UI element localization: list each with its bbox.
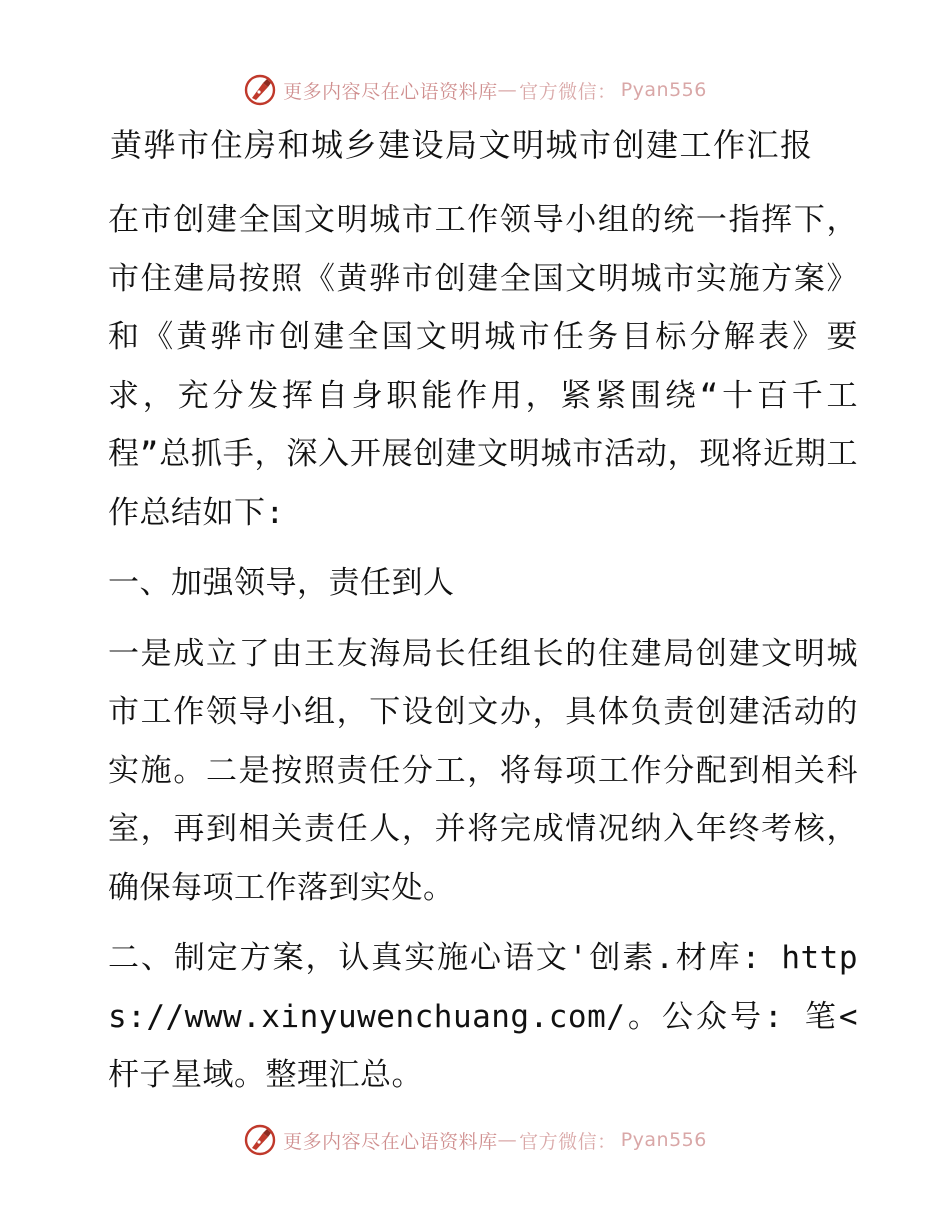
- watermark-dash: —: [497, 79, 518, 101]
- section-heading-1: 一、加强领导，责任到人: [108, 565, 455, 601]
- section-heading-2: 二、制定方案，认真实施心语文'创素.材库: https://www.xinyuwenchuang.com/。公众号: 笔<杆子星域。整理汇总。: [108, 940, 858, 1093]
- pen-nib-logo-icon: [243, 73, 277, 107]
- watermark-site-text: 更多内容尽在心语资料库: [283, 1130, 498, 1153]
- watermark-header: [0, 70, 950, 110]
- watermark-footer: [0, 1120, 950, 1160]
- watermark-wechat-id: Pyan556: [620, 1129, 707, 1151]
- watermark-wechat-id: Pyan556: [620, 79, 707, 101]
- document-title: 黄骅市住房和城乡建设局文明城市创建工作汇报: [110, 126, 814, 164]
- paragraph-intro: 在市创建全国文明城市工作领导小组的统一指挥下，市住建局按照《黄骅市创建全国文明城市实施方案》和《黄骅市创建全国文明城市任务目标分解表》要求，充分发挥自身职能作用，紧紧围绕“十百千工程”总抓手，深入开展创建文明城市活动，现将近期工作总结如下:: [108, 202, 858, 531]
- watermark-site-text: 更多内容尽在心语资料库: [283, 80, 498, 103]
- paragraph-section-1: 一是成立了由王友海局长任组长的住建局创建文明城市工作领导小组，下设创文办，具体负责创建活动的实施。二是按照责任分工，将每项工作分配到相关科室，再到相关责任人，并将完成情况纳入年终考核，确保每项工作落到实处。: [108, 635, 858, 906]
- watermark-wechat-label: 官方微信：: [519, 1130, 617, 1153]
- document-body: [98, 116, 858, 1105]
- pen-nib-logo-icon: [243, 1123, 277, 1157]
- watermark-dash: —: [497, 1129, 518, 1151]
- watermark-wechat-label: 官方微信：: [519, 80, 617, 103]
